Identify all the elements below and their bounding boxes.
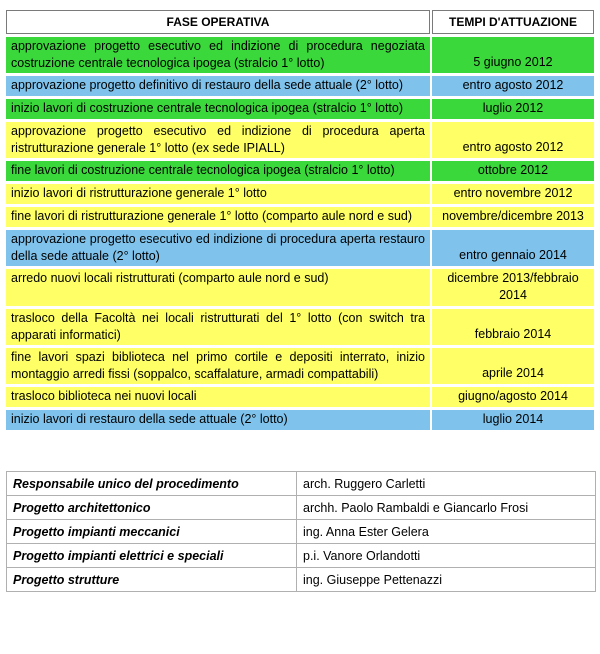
role-cell: Progetto architettonico	[7, 496, 297, 520]
schedule-row	[6, 76, 594, 96]
fase-cell: fine lavori di costruzione centrale tecnologica ipogea (stralcio 1° lotto)	[6, 161, 430, 181]
tempo-cell: dicembre 2013/febbraio 2014	[432, 269, 594, 306]
schedule-row	[6, 99, 594, 119]
fase-cell: inizio lavori di ristrutturazione generale 1° lotto	[6, 184, 430, 204]
tempo-cell: aprile 2014	[432, 348, 594, 384]
tempo-cell: luglio 2012	[432, 99, 594, 119]
role-cell: Responsabile unico del procedimento	[7, 472, 297, 496]
tempo-cell: luglio 2014	[432, 410, 594, 430]
fase-cell: inizio lavori di restauro della sede attuale (2° lotto)	[6, 410, 430, 430]
fase-cell: inizio lavori di costruzione centrale tecnologica ipogea (stralcio 1° lotto)	[6, 99, 430, 119]
team-row	[7, 544, 596, 568]
tempo-cell: ottobre 2012	[432, 161, 594, 181]
team-row	[7, 472, 596, 496]
person-cell: ing. Giuseppe Pettenazzi	[297, 568, 596, 592]
person-cell: arch. Ruggero Carletti	[297, 472, 596, 496]
team-row	[7, 568, 596, 592]
schedule-row	[6, 161, 594, 181]
schedule-row	[6, 348, 594, 384]
role-cell: Progetto impianti elettrici e speciali	[7, 544, 297, 568]
team-row	[7, 496, 596, 520]
schedule-table	[4, 7, 596, 433]
fase-cell: approvazione progetto esecutivo ed indizione di procedura negoziata costruzione centrale tecnologica ipogea (stralcio 1° lotto)	[6, 37, 430, 73]
schedule-header-fase: FASE OPERATIVA	[6, 10, 430, 34]
person-cell: archh. Paolo Rambaldi e Giancarlo Frosi	[297, 496, 596, 520]
schedule-row	[6, 309, 594, 345]
role-cell: Progetto strutture	[7, 568, 297, 592]
fase-cell: approvazione progetto esecutivo ed indizione di procedura aperta restauro della sede attuale (2° lotto)	[6, 230, 430, 266]
schedule-row	[6, 207, 594, 227]
fase-cell: trasloco della Facoltà nei locali ristrutturati del 1° lotto (con switch tra apparati informatici)	[6, 309, 430, 345]
tempo-cell: entro agosto 2012	[432, 122, 594, 158]
fase-cell: fine lavori di ristrutturazione generale 1° lotto (comparto aule nord e sud)	[6, 207, 430, 227]
tempo-cell: entro agosto 2012	[432, 76, 594, 96]
tempo-cell: entro gennaio 2014	[432, 230, 594, 266]
tempo-cell: novembre/dicembre 2013	[432, 207, 594, 227]
tempo-cell: febbraio 2014	[432, 309, 594, 345]
schedule-row	[6, 37, 594, 73]
schedule-row	[6, 230, 594, 266]
person-cell: ing. Anna Ester Gelera	[297, 520, 596, 544]
fase-cell: approvazione progetto esecutivo ed indizione di procedura aperta ristrutturazione generale 1° lotto (ex sede IPIALL)	[6, 122, 430, 158]
tempo-cell: entro novembre 2012	[432, 184, 594, 204]
fase-cell: arredo nuovi locali ristrutturati (comparto aule nord e sud)	[6, 269, 430, 306]
team-row	[7, 520, 596, 544]
person-cell: p.i. Vanore Orlandotti	[297, 544, 596, 568]
fase-cell: fine lavori spazi biblioteca nel primo cortile e depositi interrato, inizio montaggio arredi fissi (soppalco, scaffalature, armadi compattabili)	[6, 348, 430, 384]
role-cell: Progetto impianti meccanici	[7, 520, 297, 544]
tempo-cell: 5 giugno 2012	[432, 37, 594, 73]
schedule-row	[6, 387, 594, 407]
schedule-header-tempi: TEMPI D'ATTUAZIONE	[432, 10, 594, 34]
schedule-row	[6, 269, 594, 306]
schedule-row	[6, 122, 594, 158]
schedule-row	[6, 410, 594, 430]
tempo-cell: giugno/agosto 2014	[432, 387, 594, 407]
schedule-header-row	[6, 10, 594, 34]
fase-cell: trasloco biblioteca nei nuovi locali	[6, 387, 430, 407]
schedule-row	[6, 184, 594, 204]
fase-cell: approvazione progetto definitivo di restauro della sede attuale (2° lotto)	[6, 76, 430, 96]
team-table	[6, 471, 596, 592]
